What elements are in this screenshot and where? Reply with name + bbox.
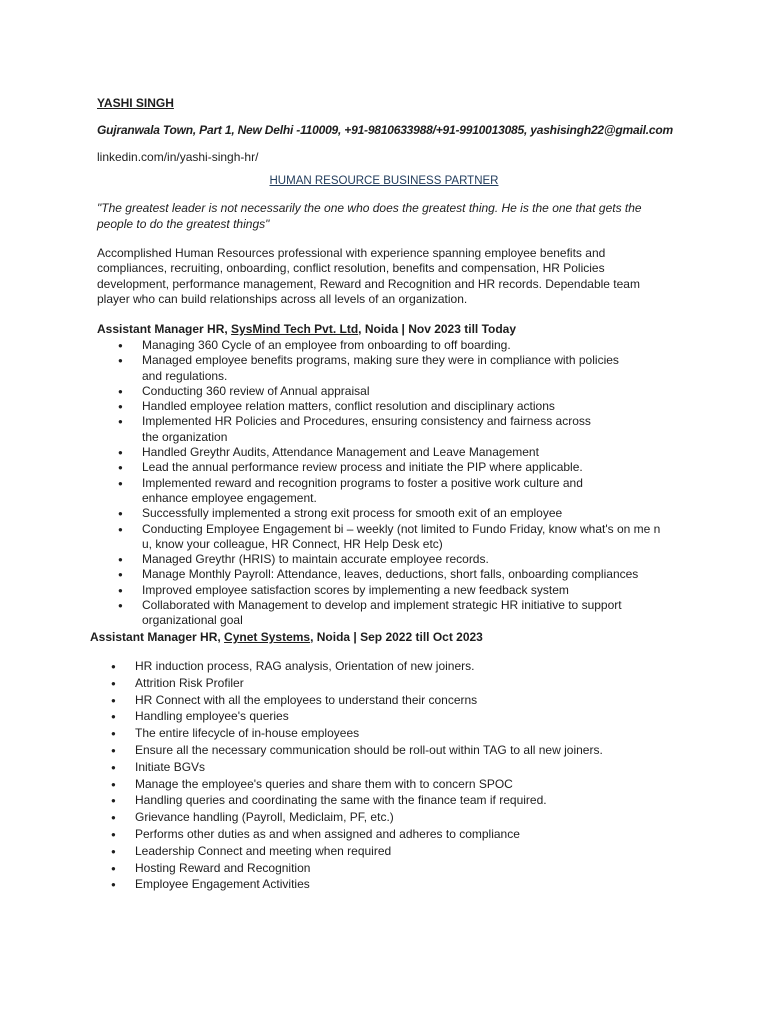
list-item: ● Hosting Reward and Recognition	[135, 860, 603, 877]
company-name: Cynet Systems	[224, 630, 311, 644]
list-item-continuation: u, know your colleague, HR Connect, HR Help Desk etc)	[142, 536, 443, 551]
list-item: ● Ensure all the necessary communication should be roll-out within TAG to all new joiners.	[135, 742, 603, 759]
list-item-continuation: and regulations.	[142, 368, 228, 383]
list-item: ● Initiate BGVs	[135, 759, 603, 776]
role-title: HUMAN RESOURCE BUSINESS PARTNER	[269, 175, 499, 187]
job-bullets-sysmind	[142, 338, 660, 629]
list-item: ● Manage Monthly Payroll: Attendance, leaves, deductions, short falls, onboarding compliances	[142, 567, 660, 582]
list-item: ● Attrition Risk Profiler	[135, 675, 603, 692]
list-item: ● The entire lifecycle of in-house employees	[135, 725, 603, 742]
job-heading-cynet	[90, 630, 483, 644]
list-item: ● Conducting Employee Engagement bi – weekly (not limited to Fundo Friday, know what's on me n	[142, 522, 660, 537]
list-item: ● Performs other duties as and when assigned and adheres to compliance	[135, 826, 603, 843]
company-name: SysMind Tech Pvt. Ltd	[231, 322, 359, 336]
list-item: ● Manage the employee's queries and share them with to concern SPOC	[135, 776, 603, 793]
list-item: ● Grievance handling (Payroll, Mediclaim, PF, etc.)	[135, 809, 603, 826]
list-item: ● HR Connect with all the employees to understand their concerns	[135, 692, 603, 709]
list-item: ● Lead the annual performance review process and initiate the PIP where applicable.	[142, 460, 660, 475]
job-bullets-cynet	[135, 658, 603, 893]
list-item: ● Conducting 360 review of Annual appraisal	[142, 384, 660, 399]
list-item: ● Implemented reward and recognition programs to foster a positive work culture and	[142, 476, 660, 491]
job-details: , Noida | Sep 2022 till Oct 2023	[310, 630, 483, 644]
leadership-quote: "The greatest leader is not necessarily the one who does the greatest thing. He is the one that gets the people to do the greatest things"	[97, 201, 642, 231]
list-item: ● Leadership Connect and meeting when required	[135, 843, 603, 860]
list-item-continuation: enhance employee engagement.	[142, 490, 317, 505]
list-item: ● Improved employee satisfaction scores by implementing a new feedback system	[142, 583, 660, 598]
list-item: ● Handled Greythr Audits, Attendance Management and Leave Management	[142, 445, 660, 460]
linkedin-url: linkedin.com/in/yashi-singh-hr/	[97, 150, 259, 164]
list-item: ● Handled employee relation matters, conflict resolution and disciplinary actions	[142, 399, 660, 414]
list-item: ● Handling employee's queries	[135, 708, 603, 725]
candidate-name: YASHI SINGH	[97, 96, 174, 110]
list-item: ● Implemented HR Policies and Procedures, ensuring consistency and fairness across	[142, 414, 660, 429]
list-item: ● Employee Engagement Activities	[135, 876, 603, 893]
list-item: ● HR induction process, RAG analysis, Orientation of new joiners.	[135, 658, 603, 675]
job-title: Assistant Manager HR,	[90, 630, 225, 644]
job-heading-sysmind	[97, 322, 516, 336]
job-details: , Noida | Nov 2023 till Today	[358, 322, 517, 336]
list-item: ● Successfully implemented a strong exit process for smooth exit of an employee	[142, 506, 660, 521]
contact-address: Gujranwala Town, Part 1, New Delhi -110009, +91-9810633988/+91-9910013085, yashisingh22@gmail.com	[97, 123, 673, 137]
list-item: ● Managed Greythr (HRIS) to maintain accurate employee records.	[142, 552, 660, 567]
list-item-continuation: organizational goal	[142, 613, 243, 628]
list-item: ● Handling queries and coordinating the same with the finance team if required.	[135, 792, 603, 809]
job-title: Assistant Manager HR,	[97, 322, 232, 336]
professional-summary: Accomplished Human Resources professional with experience spanning employee benefits and compliances, recruiting, onboarding, conflict resolution, benefits and compensation, HR Policies development, performance management, Reward and Recognition and HR records. Dependable team player who can build relationships across all levels of an organization.	[97, 246, 640, 307]
list-item: ● Managed employee benefits programs, making sure they were in compliance with policies	[142, 353, 660, 368]
list-item: ● Collaborated with Management to develop and implement strategic HR initiative to support	[142, 598, 660, 613]
list-item-continuation: the organization	[142, 429, 228, 444]
list-item: ● Managing 360 Cycle of an employee from onboarding to off boarding.	[142, 338, 660, 353]
